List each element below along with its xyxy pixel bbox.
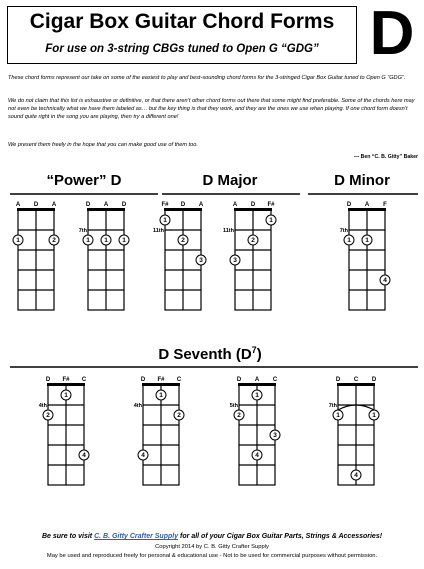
finger-number: 1	[104, 237, 108, 245]
string-label: D	[45, 377, 51, 383]
intro-paragraph-1: These chord forms represent our take on some of the easiest to play and best-sounding chord forms for the 3-stringed Cigar Box Guitar tuned to Open G “GDG”.	[8, 75, 406, 81]
chord-diagram-d-seventh-2	[133, 373, 189, 505]
finger-number: 1	[269, 217, 273, 225]
d-seventh-title-text: D Seventh (D	[158, 346, 252, 363]
finger-number: 1	[365, 237, 369, 245]
fret-position-label: 11th	[152, 228, 164, 234]
string-label: C	[353, 377, 359, 383]
crafter-supply-link[interactable]: C. B. Gitty Crafter Supply	[94, 533, 179, 540]
string-label: A	[103, 202, 109, 208]
finger-number: 2	[52, 237, 56, 245]
page-title: Cigar Box Guitar Chord Forms	[29, 10, 335, 33]
finger-number: 2	[177, 412, 181, 420]
chord-diagram-d-minor-1	[339, 198, 395, 330]
finger-number: 2	[46, 412, 50, 420]
finger-number: 1	[86, 237, 90, 245]
section-title-power-d: “Power” D	[46, 172, 122, 189]
string-label: D	[346, 202, 352, 208]
fret-position-label: 4th	[133, 403, 142, 409]
string-label: D	[33, 202, 39, 208]
string-label: F#	[267, 202, 275, 208]
finger-number: 1	[163, 217, 167, 225]
string-label: A	[254, 377, 260, 383]
chord-diagram-d-seventh-3	[229, 373, 285, 505]
string-label: C	[272, 377, 278, 383]
string-label: F	[383, 202, 387, 208]
fret-position-label: 5th	[229, 403, 238, 409]
string-label: D	[140, 377, 146, 383]
chord-diagram-power-d-2	[78, 198, 134, 330]
fret-position-label: 7th	[339, 228, 348, 234]
attribution: — Ben “C. B. Gitty” Baker	[354, 154, 418, 160]
intro-paragraph-3: We present them freely in the hope that you can make good use of them too.	[8, 142, 198, 148]
string-label: F#	[161, 202, 169, 208]
string-label: A	[232, 202, 238, 208]
string-label: D	[121, 202, 127, 208]
fret-position-label: 7th	[78, 228, 87, 234]
string-label: A	[198, 202, 204, 208]
chord-diagram-d-major-2	[222, 198, 281, 330]
fret-position-label: 7th	[328, 403, 337, 409]
key-letter: D	[369, 0, 415, 68]
fret-position-label: 4th	[38, 403, 47, 409]
finger-number: 1	[255, 392, 259, 400]
section-title-d-minor: D Minor	[334, 172, 390, 189]
footer-usage-note: May be used and reproduced freely for personal & educational use - Not to be used for commercial purposes without permission.	[46, 553, 378, 559]
section-title-d-major: D Major	[202, 172, 258, 189]
string-label: C	[81, 377, 87, 383]
chord-diagram-d-seventh-4	[328, 373, 384, 505]
finger-number: 2	[251, 237, 255, 245]
string-label: D	[180, 202, 186, 208]
footer-promo-pre: Be sure to visit	[41, 533, 95, 540]
finger-number: 3	[199, 257, 203, 265]
chord-diagram-power-d-1	[8, 198, 64, 330]
string-label: A	[51, 202, 57, 208]
footer-copyright: Copyright 2014 by C. B. Gitty Crafter Supply	[155, 544, 269, 550]
finger-number: 4	[82, 452, 86, 460]
string-label: A	[15, 202, 21, 208]
finger-number: 1	[159, 392, 163, 400]
string-label: D	[371, 377, 377, 383]
chord-diagram-d-seventh-1	[38, 373, 94, 505]
finger-number: 1	[16, 237, 20, 245]
string-label: F#	[62, 377, 70, 383]
string-label: C	[176, 377, 182, 383]
chord-diagram-d-major-1	[152, 198, 211, 330]
d-seventh-superscript: 7	[251, 345, 257, 355]
finger-number: 1	[64, 392, 68, 400]
finger-number: 4	[383, 277, 387, 285]
finger-number: 2	[237, 412, 241, 420]
d-seventh-title-suffix: )	[256, 346, 262, 363]
finger-number: 3	[233, 257, 237, 265]
finger-number: 1	[336, 412, 340, 420]
page-subtitle: For use on 3-string CBGs tuned to Open G “GDG”	[45, 43, 319, 55]
finger-number: 1	[372, 412, 376, 420]
finger-number: 2	[181, 237, 185, 245]
finger-number: 4	[354, 472, 358, 480]
string-label: D	[85, 202, 91, 208]
footer-promo	[0, 533, 424, 540]
finger-number: 4	[141, 452, 145, 460]
string-label: D	[236, 377, 242, 383]
intro-paragraph-2: We do not claim that this list is exhaustive or definitive, or that there aren’t other chord forms out there that some might find preferable. Some of the chords here may not even be technically what we have them labeled as… but the key thing is that they work, and they are the ones we use when playing. If one chord form doesn’t sound quite right in the song you are playing, then try a different one!	[8, 98, 415, 120]
finger-number: 3	[273, 432, 277, 440]
string-label: F#	[157, 377, 165, 383]
finger-number: 1	[347, 237, 351, 245]
finger-number: 1	[122, 237, 126, 245]
string-label: D	[250, 202, 256, 208]
string-label: A	[364, 202, 370, 208]
string-label: D	[335, 377, 341, 383]
footer-promo-post: for all of your Cigar Box Guitar Parts, Strings & Accessories!	[178, 533, 383, 540]
finger-number: 4	[255, 452, 259, 460]
fret-position-label: 11th	[222, 228, 234, 234]
